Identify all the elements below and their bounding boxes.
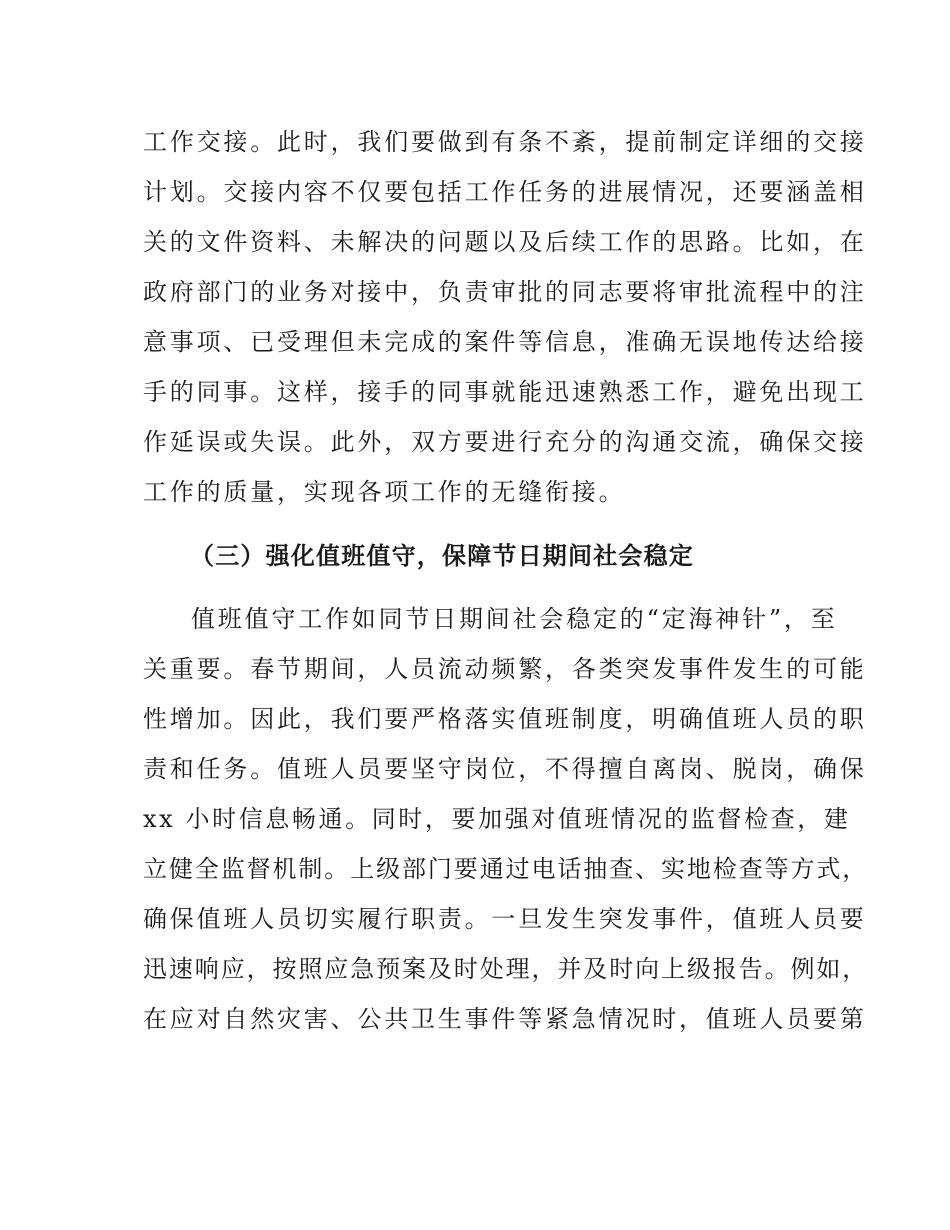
body-text-line: xx 小时信息畅通。同时，要加强对值班情况的监督检查，建 (143, 805, 851, 833)
body-text-line: 政府部门的业务对接中，负责审批的同志要将审批流程中的注 (143, 278, 867, 306)
body-text-line: 迅速响应，按照应急预案及时处理，并及时向上级报告。例如， (143, 955, 869, 983)
body-text-line: 性增加。因此，我们要严格落实值班制度，明确值班人员的职 (143, 705, 867, 733)
body-text-line: 在应对自然灾害、公共卫生事件等紧急情况时，值班人员要第 (143, 1005, 867, 1033)
body-text-line: 意事项、已受理但未完成的案件等信息，准确无误地传达给接 (143, 328, 867, 356)
body-text-line: 立健全监督机制。上级部门要通过电话抽查、实地检查等方式， (143, 855, 869, 883)
body-text-line: 关的文件资料、未解决的问题以及后续工作的思路。比如，在 (143, 228, 867, 256)
body-text-line: 工作交接。此时，我们要做到有条不紊，提前制定详细的交接 (143, 128, 867, 156)
body-text-line: 责和任务。值班人员要坚守岗位，不得擅自离岗、脱岗，确保 (143, 755, 867, 783)
section-heading: （三）强化值班值守，保障节日期间社会稳定 (190, 542, 694, 570)
body-text-line: 确保值班人员切实履行职责。一旦发生突发事件，值班人员要 (143, 905, 867, 933)
body-text-line: 工作的质量，实现各项工作的无缝衔接。 (143, 478, 626, 506)
body-text-line: 手的同事。这样，接手的同事就能迅速熟悉工作，避免出现工 (143, 378, 867, 406)
body-text-line: 作延误或失误。此外，双方要进行充分的沟通交流，确保交接 (143, 428, 867, 456)
body-text-line: 计划。交接内容不仅要包括工作任务的进展情况，还要涵盖相 (143, 178, 867, 206)
body-text-line: 关重要。春节期间，人员流动频繁，各类突发事件发生的可能 (143, 655, 867, 683)
body-text-line: 值班值守工作如同节日期间社会稳定的“定海神针”，至 (191, 605, 838, 633)
